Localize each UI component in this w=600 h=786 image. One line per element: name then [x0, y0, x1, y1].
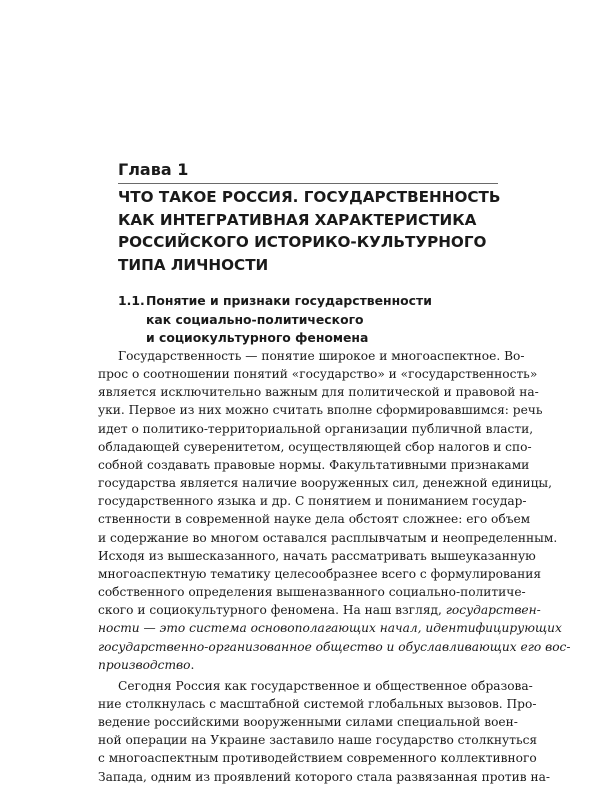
text-run: уки. Первое из них можно считать вполне сформировавшимся: речь [98, 403, 543, 418]
paragraph [98, 677, 550, 786]
section-title-line: и социокультурного феномена [146, 330, 369, 345]
text-run: многоаспектную тематику целесообразнее всего с формулирования [98, 566, 542, 581]
text-line [98, 510, 531, 528]
text-line [98, 401, 543, 419]
italic-run: ности — это система основополагающих начал, идентифицирующих [98, 621, 562, 636]
text-run: Исходя из вышесказанного, начать рассматривать вышеуказанную [98, 548, 536, 563]
paragraph [98, 347, 571, 674]
text-run: Государственность — понятие широкое и многоаспектное. Во- [118, 349, 525, 363]
text-line [98, 474, 552, 492]
text-line [98, 583, 526, 601]
text-line [98, 656, 498, 674]
section-title-line: как социально-политического [146, 311, 364, 327]
text-run: Сегодня Россия как государственное и общественное образова- [118, 678, 533, 693]
text-line [98, 565, 542, 583]
text-line [98, 492, 527, 510]
text-line [98, 438, 532, 456]
text-run: является исключительно важным для политической и правовой на- [98, 385, 539, 400]
text-run: . [190, 657, 195, 672]
text-line [98, 529, 558, 547]
section-number: 1.1. [118, 293, 145, 308]
text-line [98, 677, 533, 695]
text-line [98, 713, 518, 731]
text-line [98, 365, 538, 383]
text-run: с многоаспектным противодействием современного коллективного [98, 751, 537, 766]
body-text [98, 347, 571, 786]
text-line [98, 383, 539, 401]
text-line [98, 731, 538, 749]
text-run: идет о политико-территориальной организации публичной власти, [98, 421, 534, 436]
chapter-title-line: ТИПА ЛИЧНОСТИ [118, 255, 269, 274]
text-line [98, 695, 537, 713]
chapter-title-line: ЧТО ТАКОЕ РОССИЯ. ГОСУДАРСТВЕННОСТЬ [118, 188, 501, 206]
chapter-divider [118, 183, 498, 184]
text-line [98, 547, 536, 565]
text-run: государственного языка и др. С понятием и пониманием государ- [98, 494, 527, 509]
text-run: ского и социокультурного феномена. На наш взгляд, [98, 603, 446, 618]
text-run: обладающей суверенитетом, осуществляющей сбор налогов и спо- [98, 439, 532, 454]
text-line [98, 619, 562, 637]
italic-run: государственно-организованное общество и обуславливающих его вос- [98, 639, 571, 654]
italic-run: производство [98, 657, 191, 672]
text-line [98, 768, 550, 786]
text-run: государства является наличие вооруженных сил, денежной единицы, [98, 476, 552, 491]
text-run: ственности в современной науке дела обстоят сложнее: его объем [98, 512, 531, 527]
chapter-title [118, 186, 501, 276]
italic-run: государствен- [445, 603, 541, 618]
section-title-line: Понятие и признаки государственности [146, 293, 432, 308]
text-line [98, 347, 525, 365]
text-line [98, 638, 571, 656]
text-line [98, 456, 530, 474]
text-line [98, 601, 541, 619]
chapter-title-line: КАК ИНТЕГРАТИВНАЯ ХАРАКТЕРИСТИКА [118, 210, 477, 229]
text-line [98, 749, 537, 767]
text-run: ведение российскими вооруженными силами специальной воен- [98, 715, 518, 730]
text-run: Запада, одним из проявлений которого стала развязанная против на- [98, 769, 550, 784]
text-run: ние столкнулась с масштабной системой глобальных вызовов. Про- [98, 696, 537, 711]
text-run: ной операции на Украине заставило наше государство столкнуться [98, 733, 538, 748]
section-title [146, 292, 506, 348]
chapter-title-line: РОССИЙСКОГО ИСТОРИКО-КУЛЬТУРНОГО [118, 233, 487, 251]
chapter-label: Глава 1 [118, 160, 189, 179]
text-run: собственного определения вышеназванного социально-политиче- [98, 585, 526, 600]
text-run: и содержание во многом оставался расплывчатым и неопределенным. [98, 530, 558, 545]
text-run: прос о соотношении понятий «государство» и «государственность» [98, 367, 538, 382]
text-run: собной создавать правовые нормы. Факультативными признаками [98, 457, 530, 472]
text-line [98, 420, 534, 438]
